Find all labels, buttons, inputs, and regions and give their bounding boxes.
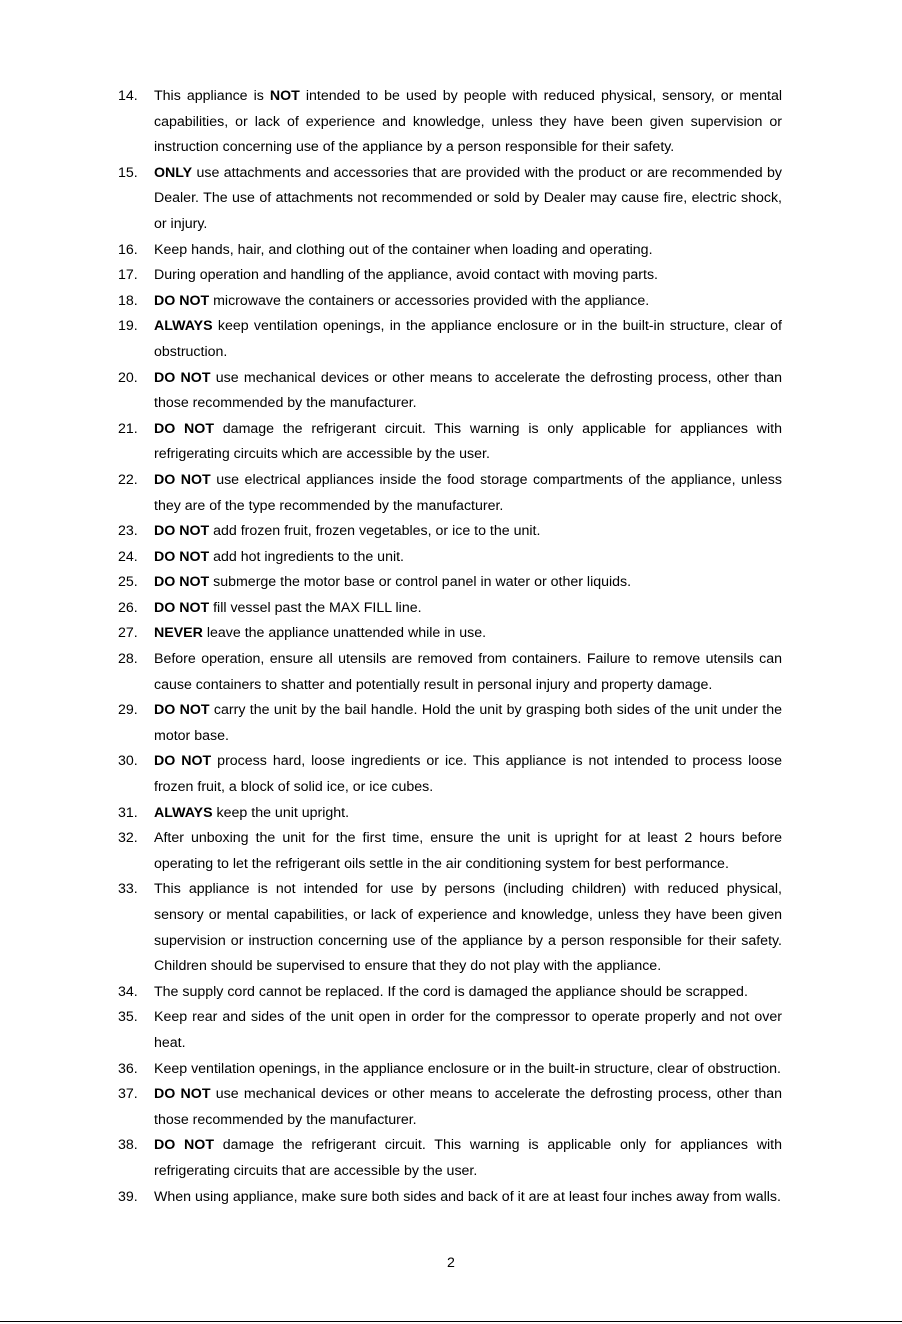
list-item	[118, 801, 782, 827]
item-body: Keep hands, hair, and clothing out of the container when loading and operating.	[154, 241, 653, 258]
item-number: 36.	[118, 1060, 138, 1077]
item-emphasis: NEVER	[154, 625, 203, 642]
safety-instructions-list	[118, 84, 782, 1210]
item-number: 18.	[118, 292, 138, 309]
item-emphasis: DO NOT	[154, 574, 210, 591]
item-emphasis: DO NOT	[154, 599, 210, 616]
item-text	[154, 370, 782, 412]
item-body: This appliance is not intended for use by persons (including children) with reduced physical, sensory or mental capabilities, or lack of experience and knowledge, unless they have been given supervision or instruction concerning use of the appliance by a person responsible for their safety. Children should be supervised to ensure that they do not play with the appliance.	[154, 881, 782, 975]
item-emphasis: DO NOT	[154, 548, 210, 565]
item-number: 16.	[118, 241, 138, 258]
item-number: 17.	[118, 267, 138, 284]
item-text	[154, 88, 782, 155]
item-text	[154, 1061, 781, 1077]
item-text	[154, 165, 782, 232]
item-number: 28.	[118, 651, 138, 668]
item-number: 19.	[118, 318, 138, 335]
list-item	[118, 238, 782, 264]
item-body: Keep rear and sides of the unit open in order for the compressor to operate properly and not over heat.	[154, 1009, 782, 1051]
item-text	[154, 421, 782, 463]
item-body: use mechanical devices or other means to accelerate the defrosting process, other than those recommended by the manufacturer.	[154, 369, 782, 412]
item-text	[154, 625, 486, 641]
list-item	[118, 1133, 782, 1184]
item-body: During operation and handling of the appliance, avoid contact with moving parts.	[154, 267, 658, 284]
item-text	[154, 600, 422, 616]
item-number: 31.	[118, 804, 138, 821]
list-item	[118, 570, 782, 596]
item-body: use attachments and accessories that are provided with the product or are recommended by Dealer. The use of attachments not recommended or sold by Dealer may cause fire, electric shock, or injury.	[154, 164, 782, 232]
item-number: 14.	[118, 88, 138, 104]
item-number: 30.	[118, 753, 138, 770]
item-body: process hard, loose ingredients or ice. This appliance is not intended to process loose frozen fruit, a block of solid ice, or ice cubes.	[154, 753, 782, 796]
item-text	[154, 1189, 781, 1205]
item-emphasis: ALWAYS	[154, 318, 213, 335]
list-item	[118, 289, 782, 315]
item-text	[154, 242, 653, 258]
item-number: 21.	[118, 420, 138, 437]
item-body: use electrical appliances inside the food storage compartments of the appliance, unless they are of the type recommended by the manufacturer.	[154, 471, 782, 514]
item-text	[154, 702, 782, 744]
item-body: leave the appliance unattended while in use.	[202, 625, 487, 642]
list-item	[118, 161, 782, 238]
item-body: Keep ventilation openings, in the appliance enclosure or in the built-in structure, clear of obstruction.	[154, 1060, 781, 1077]
item-emphasis: DO NOT	[154, 1086, 211, 1103]
item-emphasis: DO NOT	[154, 523, 210, 540]
item-emphasis: DO NOT	[154, 369, 211, 386]
item-body: keep the unit upright.	[212, 804, 350, 821]
item-body: Before operation, ensure all utensils are removed from containers. Failure to remove utensils can cause containers to shatter and potentially result in personal injury and property damage.	[154, 651, 782, 693]
item-text	[154, 293, 649, 309]
list-item	[118, 749, 782, 800]
item-number: 34.	[118, 983, 138, 1000]
item-number: 32.	[118, 830, 138, 847]
item-body: This appliance is NOT intended to be used by people with reduced physical, sensory, or mental capabilities, or lack of experience and knowledge, unless they have been given supervision or instruction concerning use of the appliance by a person responsible for their safety.	[154, 88, 782, 156]
item-body: When using appliance, make sure both sides and back of it are at least four inches away from walls.	[154, 1188, 781, 1205]
list-item	[118, 596, 782, 622]
item-emphasis: ALWAYS	[154, 804, 213, 821]
item-body: fill vessel past the MAX FILL line.	[209, 599, 422, 616]
item-body: After unboxing the unit for the first time, ensure the unit is upright for at least 2 hours before operating to let the refrigerant oils settle in the air conditioning system for best performance.	[154, 830, 782, 872]
item-body: damage the refrigerant circuit. This warning is only applicable for appliances with refrigerating circuits which are accessible by the user.	[154, 420, 782, 463]
item-emphasis: DO NOT	[154, 1137, 215, 1154]
item-body: keep ventilation openings, in the appliance enclosure or in the built-in structure, clear of obstruction.	[154, 318, 782, 360]
list-item	[118, 545, 782, 571]
item-body: add hot ingredients to the unit.	[209, 548, 404, 565]
item-text	[154, 830, 782, 872]
list-item	[118, 1185, 782, 1211]
item-number: 39.	[118, 1188, 138, 1205]
list-item	[118, 826, 782, 877]
item-number: 27.	[118, 625, 138, 642]
list-item	[118, 1057, 782, 1083]
page-number: 2	[447, 1255, 455, 1271]
item-emphasis: DO NOT	[154, 471, 211, 488]
bottom-rule	[0, 1321, 902, 1322]
item-text	[154, 267, 658, 283]
item-text	[154, 984, 748, 1000]
item-number: 23.	[118, 523, 138, 540]
item-emphasis: DO NOT	[154, 702, 210, 719]
list-item	[118, 84, 782, 161]
item-text	[154, 1137, 782, 1179]
item-body: damage the refrigerant circuit. This warning is applicable only for appliances with refrigerating circuits that are accessible by the user.	[154, 1137, 782, 1179]
item-body: submerge the motor base or control panel in water or other liquids.	[209, 574, 632, 591]
item-number: 24.	[118, 548, 138, 565]
item-text	[154, 753, 782, 795]
list-item	[118, 519, 782, 545]
item-text	[154, 472, 782, 514]
item-text	[154, 805, 349, 821]
item-text	[154, 549, 404, 565]
item-number: 25.	[118, 574, 138, 591]
item-text	[154, 1086, 782, 1128]
list-item	[118, 314, 782, 365]
item-text	[154, 1009, 782, 1051]
item-number: 33.	[118, 881, 138, 898]
item-body: carry the unit by the bail handle. Hold the unit by grasping both sides of the unit under the motor base.	[154, 702, 782, 744]
item-number: 35.	[118, 1009, 138, 1026]
item-number: 26.	[118, 599, 138, 616]
item-text	[154, 881, 782, 974]
item-number: 38.	[118, 1137, 138, 1154]
item-body: add frozen fruit, frozen vegetables, or ice to the unit.	[209, 523, 541, 540]
item-text	[154, 651, 782, 693]
list-item	[118, 1005, 782, 1056]
list-item	[118, 647, 782, 698]
item-number: 20.	[118, 369, 138, 386]
item-number: 22.	[118, 471, 138, 488]
list-item	[118, 1082, 782, 1133]
item-emphasis: DO NOT	[154, 292, 210, 309]
item-number: 29.	[118, 702, 138, 719]
list-item	[118, 877, 782, 979]
item-text	[154, 318, 782, 360]
item-text	[154, 523, 540, 539]
list-item	[118, 366, 782, 417]
item-emphasis: ONLY	[154, 164, 193, 181]
list-item	[118, 468, 782, 519]
item-text	[154, 574, 631, 590]
item-emphasis: DO NOT	[154, 420, 215, 437]
list-item	[118, 980, 782, 1006]
list-item	[118, 621, 782, 647]
item-emphasis: NOT	[269, 88, 300, 104]
item-body: The supply cord cannot be replaced. If the cord is damaged the appliance should be scrapped.	[154, 983, 748, 1000]
item-emphasis: DO NOT	[154, 753, 212, 770]
list-item	[118, 263, 782, 289]
list-item	[118, 698, 782, 749]
item-number: 15.	[118, 164, 138, 181]
item-number: 37.	[118, 1086, 138, 1103]
list-item	[118, 417, 782, 468]
item-body: use mechanical devices or other means to accelerate the defrosting process, other than those recommended by the manufacturer.	[154, 1086, 782, 1128]
item-body: microwave the containers or accessories provided with the appliance.	[209, 292, 650, 309]
